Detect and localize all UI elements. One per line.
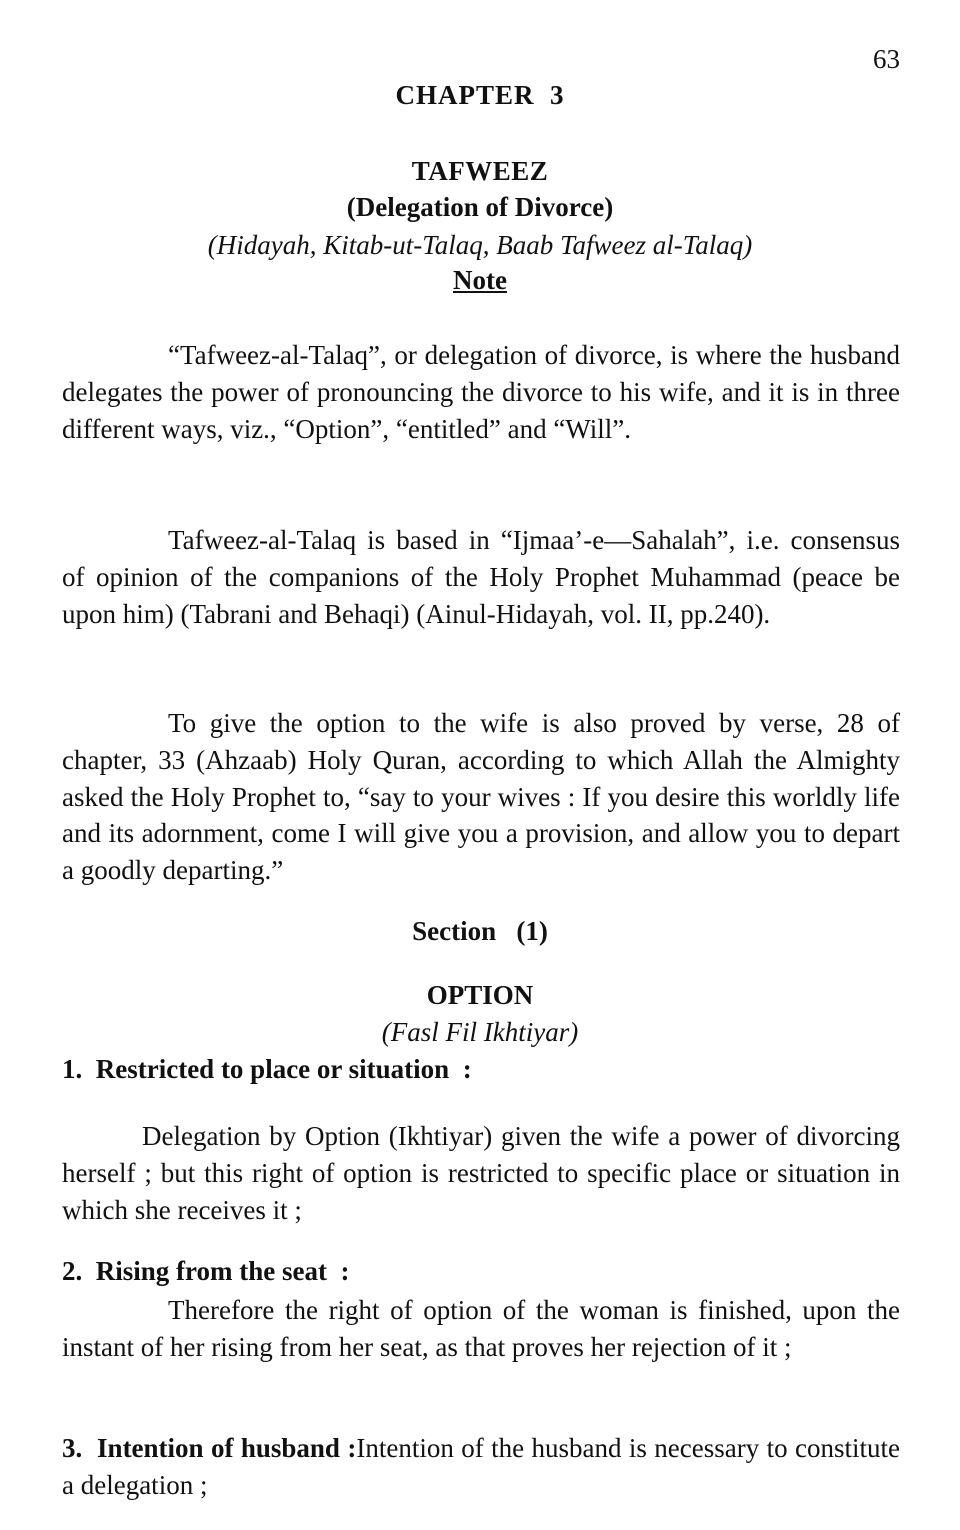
paragraph-3: To give the option to the wife is also proved by verse, 28 of chapter, 33 (Ahzaab) Holy Quran, according to which Allah the Almighty asked the Holy Prophet to, “say to your wives : If you desire this worldly life and its adornment, come I will give you a provision, and allow you to depart a goodly departing.”	[62, 708, 900, 886]
section-title: OPTION	[426, 980, 534, 1010]
item-1-heading: 1. Restricted to place or situation :	[62, 1054, 472, 1084]
item-2-text: Therefore the right of option of the woman is finished, upon the instant of her rising from her seat, as that proves her rejection of it ;	[62, 1295, 900, 1362]
note-heading: Note	[453, 265, 507, 295]
chapter-subtitle: (Delegation of Divorce)	[346, 192, 614, 222]
chapter-reference: (Hidayah, Kitab-ut-Talaq, Baab Tafweez al-Talaq)	[207, 230, 753, 260]
item-1-text: Delegation by Option (Ikhtiyar) given the wife a power of divorcing herself ; but this right of option is restricted to specific place or situation in which she receives it ;	[62, 1121, 900, 1225]
item-3-paragraph	[62, 1430, 900, 1504]
item-3-text: Intention of the husband is necessary to constitute a delegation ;	[62, 1433, 901, 1500]
note-heading-wrapper	[60, 265, 900, 296]
section-subtitle: (Fasl Fil Ikhtiyar)	[381, 1017, 579, 1047]
page-number: 63	[873, 44, 900, 74]
paragraph-2: Tafweez-al-Talaq is based in “Ijmaa’-e—Sahalah”, i.e. consensus of opinion of the companions of the Holy Prophet Muhammad (peace be upon him) (Tabrani and Behaqi) (Ainul-Hidayah, vol. II, pp.240).	[62, 525, 900, 629]
section-label: Section (1)	[412, 916, 548, 946]
item-2-heading: 2. Rising from the seat :	[62, 1256, 350, 1286]
chapter-title: TAFWEEZ	[411, 156, 549, 186]
paragraph-1: “Tafweez-al-Talaq”, or delegation of divorce, is where the husband delegates the power of pronouncing the divorce to his wife, and it is in three different ways, viz., “Option”, “entitled” and “Will”.	[62, 340, 900, 444]
chapter-heading: CHAPTER 3	[395, 80, 565, 110]
item-3-heading: 3. Intention of husband :	[62, 1433, 357, 1463]
